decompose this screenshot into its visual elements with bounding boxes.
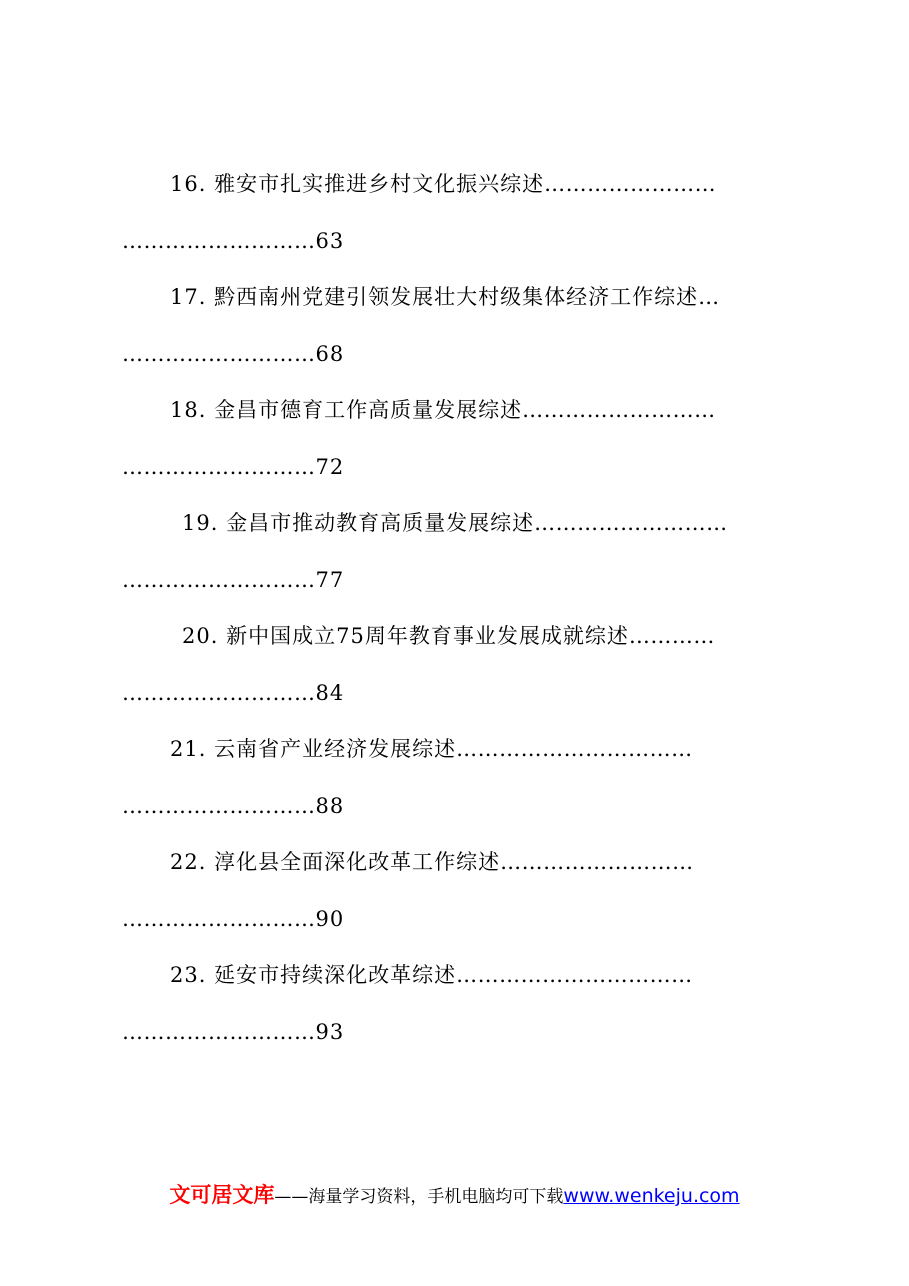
toc-leader-dots: ……………………… — [122, 342, 316, 366]
toc-leader-dots: ……………………… — [122, 229, 316, 253]
toc-leader-dots: …………………… — [544, 172, 717, 196]
toc-entry-page: 93 — [315, 1020, 345, 1044]
toc-entry-page: 68 — [315, 342, 345, 366]
toc-leader-dots: ……………………… — [500, 850, 694, 874]
toc-entry-page: 88 — [315, 794, 345, 818]
footer-slogan: ——海量学习资料，手机电脑均可下载 — [274, 1187, 564, 1207]
toc-entry-number: 22. — [170, 850, 207, 874]
toc-entry-page-line — [122, 899, 909, 939]
toc-leader-dots: ……………………… — [122, 794, 316, 818]
toc-entry-title: 淳化县全面深化改革工作综述 — [214, 850, 501, 874]
toc-entry-page: 63 — [315, 229, 345, 253]
toc-leader-dots: ……………………… — [122, 907, 316, 931]
toc-entry-number: 18. — [170, 398, 207, 422]
toc-entry-title-line[interactable] — [170, 277, 909, 317]
toc-leader-dots: ……………………… — [122, 681, 316, 705]
toc-entry-page-line — [122, 673, 909, 713]
footer-banner — [0, 1180, 909, 1212]
toc-entry-number: 16. — [170, 172, 207, 196]
toc-entry-page-line — [122, 221, 909, 261]
toc-entry-page: 90 — [315, 907, 345, 931]
toc-leader-dots: ……………………… — [122, 455, 316, 479]
toc-entry-page: 84 — [315, 681, 345, 705]
toc-entry-page-line — [122, 786, 909, 826]
toc-entry-title: 新中国成立75周年教育事业发展成就综述 — [226, 624, 629, 648]
toc-leader-dots: ……………………… — [534, 511, 728, 535]
toc-leader-dots: … — [698, 285, 720, 309]
toc-entry-title-line[interactable] — [170, 842, 909, 882]
toc-entry-title: 云南省产业经济发展综述 — [214, 737, 457, 761]
footer-site-link[interactable]: www.wenkeju.com — [563, 1185, 740, 1207]
toc-entry-title: 金昌市推动教育高质量发展综述 — [226, 511, 535, 535]
footer-brand: 文可居文库 — [169, 1183, 275, 1207]
toc-entry-number: 20. — [182, 624, 219, 648]
toc-leader-dots: ……………………… — [122, 1020, 316, 1044]
toc-entry-page-line — [122, 560, 909, 600]
toc-leader-dots: …………………………… — [456, 737, 693, 761]
toc-entry-title-line[interactable] — [170, 955, 909, 995]
toc-entry-page-line — [122, 334, 909, 374]
toc-entry-title: 金昌市德育工作高质量发展综述 — [214, 398, 523, 422]
toc-entry-number: 23. — [170, 963, 207, 987]
toc-entry-title-line[interactable] — [170, 390, 909, 430]
toc-entry-title-line[interactable] — [170, 729, 909, 769]
toc-entry-number: 21. — [170, 737, 207, 761]
toc-entry-title: 雅安市扎实推进乡村文化振兴综述 — [214, 172, 545, 196]
toc-leader-dots: ……………………… — [522, 398, 716, 422]
toc-entry-page: 77 — [315, 568, 345, 592]
toc-entry-number: 19. — [182, 511, 219, 535]
toc-entry-title: 黔西南州党建引领发展壮大村级集体经济工作综述 — [214, 285, 699, 309]
toc-entry-title-line[interactable] — [170, 164, 909, 204]
toc-entry-title: 延安市持续深化改革综述 — [214, 963, 457, 987]
toc-entry-page: 72 — [315, 455, 345, 479]
toc-entry-title-line[interactable] — [182, 503, 909, 543]
toc-leader-dots: ……………………… — [122, 568, 316, 592]
toc-entry-number: 17. — [170, 285, 207, 309]
toc-entry-title-line[interactable] — [182, 616, 909, 656]
toc-entry-page-line — [122, 1012, 909, 1052]
toc-entry-page-line — [122, 447, 909, 487]
toc-leader-dots: ………… — [628, 624, 715, 648]
toc-leader-dots: …………………………… — [456, 963, 693, 987]
